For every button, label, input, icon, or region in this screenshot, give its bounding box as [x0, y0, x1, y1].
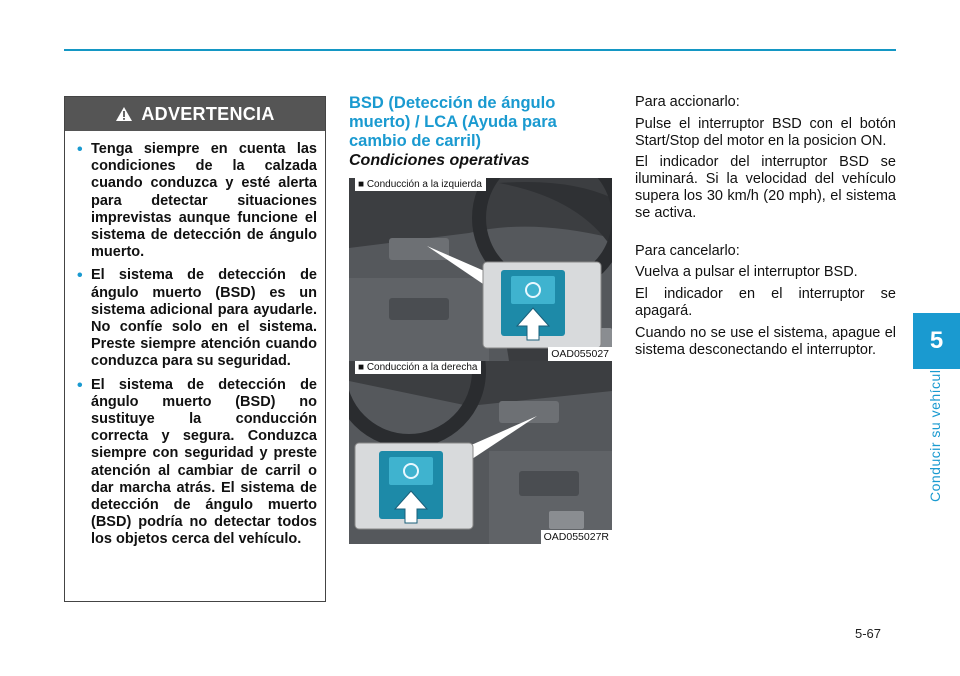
- bullet-icon: •: [77, 376, 83, 394]
- activate-heading: Para accionarlo:: [635, 94, 740, 110]
- bullet-icon: •: [77, 267, 83, 285]
- warning-box: [64, 96, 326, 602]
- section-title: BSD (Detección de ángulo muerto) / LCA (Ayuda para cambio de carril): [349, 94, 557, 150]
- header-rule: [64, 49, 896, 51]
- dashboard-illustration-lhd: [349, 178, 612, 361]
- paragraph: Pulse el interruptor BSD con el botón Start/Stop del motor en la posicion ON.: [635, 115, 896, 149]
- paragraph: Cuando no se use el sistema, apague el sistema desconectando el interruptor.: [635, 324, 896, 358]
- warning-item: • El sistema de detección de ángulo muerto (BSD) no sustituye la conducción correcta y segura. Conduzca siempre con seguridad y preste atención al cambiar de carril o dar marcha atrás. El sistema de detección de ángulo muerto (BSD) podría no detectar todos los objetos cerca del vehículo.: [77, 376, 317, 548]
- chapter-title: Conducir su vehículo: [927, 361, 943, 502]
- figure-caption: ■ Conducción a la izquierda: [355, 178, 486, 191]
- dashboard-illustration-rhd: [349, 361, 612, 544]
- paragraph: El indicador en el interruptor se apagará.: [635, 286, 896, 319]
- warning-list: [65, 131, 325, 549]
- figure-code: OAD055027: [548, 347, 612, 361]
- warning-triangle-icon: [115, 106, 133, 122]
- figure-right-hand-drive: [349, 361, 612, 544]
- figure-left-hand-drive: [349, 178, 612, 361]
- warning-title: ADVERTENCIA: [141, 103, 275, 124]
- warning-item: • El sistema de detección de ángulo muerto (BSD) es un sistema adicional para ayudarle. No confíe solo en el sistema. Preste siempre atención cuando conduzca para su seguridad.: [77, 267, 317, 370]
- chapter-number: 5: [929, 327, 944, 354]
- figure-code: OAD055027R: [541, 530, 612, 544]
- subsection-title: Condiciones operativas: [349, 152, 530, 169]
- paragraph: El indicador del interruptor BSD se iluminará. Si la velocidad del vehículo supera los 30 km/h (20 mph), el sistema se activa.: [635, 154, 896, 221]
- bullet-icon: •: [77, 141, 83, 158]
- figure-caption: ■ Conducción a la derecha: [355, 361, 481, 374]
- page-number: 5-67: [855, 626, 882, 641]
- spacer: [635, 227, 896, 243]
- warning-item: • Tenga siempre en cuenta las condiciones de la calzada cuando conduzca y esté alerta para detectar situaciones imprevistas aunque funcione el sistema de detección de ángulo muerto.: [77, 141, 317, 261]
- warning-header: [65, 97, 325, 131]
- paragraph: Vuelva a pulsar el interruptor BSD.: [635, 264, 858, 281]
- body-text-column: [635, 94, 896, 363]
- cancel-heading: Para cancelarlo:: [635, 242, 740, 259]
